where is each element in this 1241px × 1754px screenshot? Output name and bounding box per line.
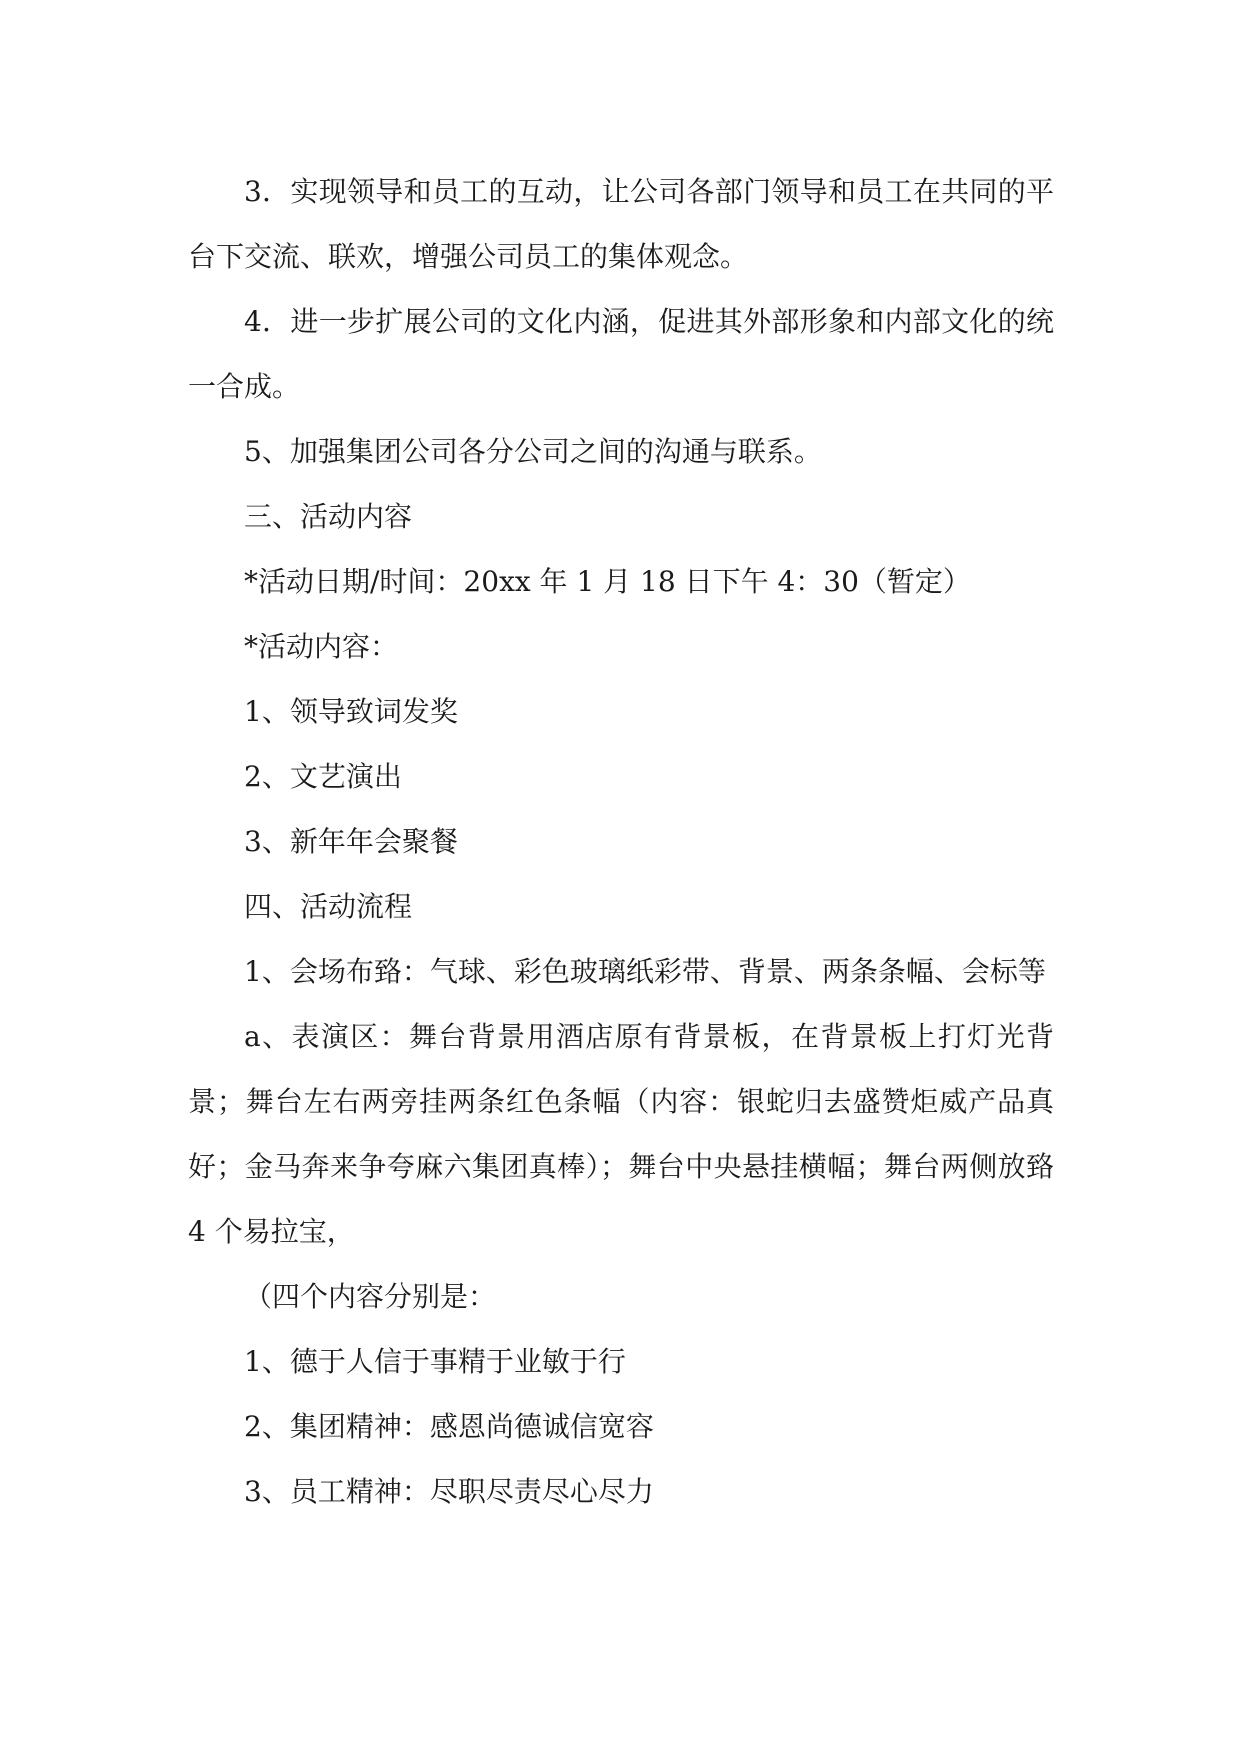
list-item-content-2: 2、文艺演出 [244,760,402,793]
section-heading-activity-process: 四、活动流程 [244,890,413,923]
paragraph-performance-area: a、表演区：舞台背景用酒店原有背景板，在背景板上打灯光背景；舞台左右两旁挂两条红色条幅（内容：银蛇归去盛赞炬威产品真好；金马奔来争夸麻六集团真棒）；舞台中央悬挂横幅；舞台两侧放臵 4 个易拉宝， [188,1020,1054,1248]
paragraph-goal-3: 3．实现领导和员工的互动，让公司各部门领导和员工在共同的平台下交流、联欢，增强公司员工的集体观念。 [188,175,1054,273]
list-item-content-3: 3、新年年会聚餐 [244,825,458,858]
paragraph-four-contents: （四个内容分别是： [244,1280,497,1313]
paragraph-goal-5: 5、加强集团公司各分公司之间的沟通与联系。 [244,435,822,468]
section-heading-activity-content: 三、活动内容 [244,500,413,533]
paragraph-goal-4: 4．进一步扩展公司的文化内涵，促进其外部形象和内部文化的统一合成。 [188,305,1054,403]
list-item-motto-3: 3、员工精神：尽职尽责尽心尽力 [244,1475,654,1508]
list-item-motto-1: 1、德于人信于事精于业敏于行 [244,1345,626,1378]
paragraph-venue-layout: 1、会场布臵：气球、彩色玻璃纸彩带、背景、两条条幅、会标等 [244,955,1046,988]
list-item-motto-2: 2、集团精神：感恩尚德诚信宽容 [244,1410,654,1443]
paragraph-activity-date: *活动日期/时间：20xx 年 1 月 18 日下午 4：30（暂定） [244,565,971,598]
document-body [188,159,1054,1524]
list-item-content-1: 1、领导致词发奖 [244,695,458,728]
paragraph-activity-content-label: *活动内容： [244,630,399,663]
